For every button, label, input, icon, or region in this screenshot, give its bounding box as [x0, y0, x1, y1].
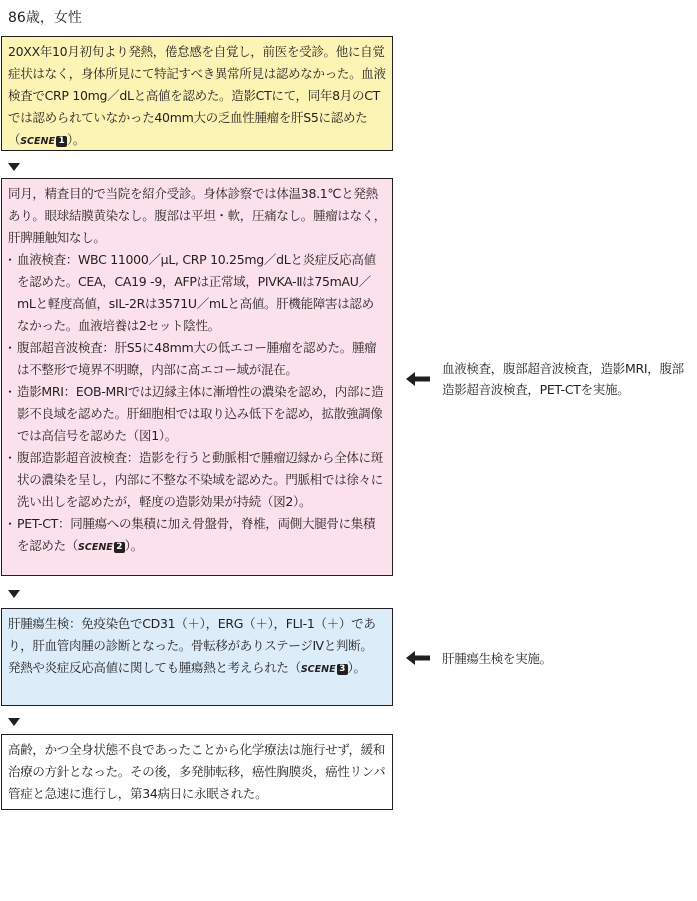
box-workup — [1, 178, 393, 576]
down-triangle-icon — [8, 718, 20, 726]
box-biopsy — [1, 608, 393, 706]
bullet-pet-ct-end: ）。 — [124, 538, 143, 553]
side-note-tests: 血液検査，腹部超音波検査，造影MRI，腹部造影超音波検査，PET-CTを実施。 — [442, 361, 684, 397]
box3-text: 肝腫瘍生検：免疫染色でCD31（＋），ERG（＋），FLI-1（＋）であり，肝血管肉腫の診断となった。骨転移がありステージⅣと判断。 発熱や炎症反応高値に関しても腫瘍熱と考えられた（ — [8, 616, 379, 675]
bullet-pet-ct-text: PET-CT：同腫瘍への集積に加え骨盤骨，脊椎，両側大腿骨に集積を認めた（ — [17, 516, 376, 553]
box-initial-presentation — [1, 36, 393, 151]
down-triangle-icon — [8, 163, 20, 171]
left-arrow-icon — [406, 651, 430, 665]
scene-1-badge: 1 — [56, 136, 67, 147]
down-triangle-icon — [8, 590, 20, 598]
bullet-contrast-ultrasound: ・ 腹部造影超音波検査：造影を行うと動脈相で腫瘤辺縁から全体に斑状の濃染を呈し，内部に不整な不染域を認めた。門脈相では徐々に洗い出しを認めたが，軽度の造影効果が持続（図2）。 — [8, 447, 386, 513]
box2-intro: 同月，精査目的で当院を紹介受診。身体診察では体温38.1℃と発熱あり。眼球結膜黄染なし。腹部は平坦・軟，圧痛なし。腫瘤はなく，肝脾腫触知なし。 — [8, 186, 386, 245]
scene-1-label: SCENE — [20, 136, 55, 147]
box1-end: ）。 — [66, 132, 86, 147]
box4-text: 高齢，かつ全身状態不良であったことから化学療法は施行せず，緩和治療の方針となった。その後，多発肺転移，癌性胸膜炎，癌性リンパ管症と急速に進行し，第34病日に永眠された。 — [8, 742, 386, 801]
bullet-mri: ・ 造影MRI：EOB-MRIでは辺縁主体に漸増性の濃染を認め，内部に造影不良域を認めた。肝細胞相では取り込み低下を認め，拡散強調像では高信号を認めた（図1）。 — [8, 381, 386, 447]
scene-3-badge: 3 — [337, 664, 348, 675]
patient-info: 86歳，女性 — [8, 10, 82, 26]
box3-end: ）。 — [347, 660, 366, 675]
scene-2-label: SCENE — [78, 542, 113, 553]
side-note-biopsy: 肝腫瘍生検を実施。 — [442, 651, 552, 666]
box-outcome — [1, 734, 393, 810]
bullet-blood-test: ・ 血液検査：WBC 11000／μL, CRP 10.25mg／dLと炎症反応高値を認めた。CEA，CA19 -9，AFPは正常域，PIVKA-Ⅱは75mAU／mLと軽度高値，sIL-2Rは3571U／mLと高値。肝機能障害は認めなかった。血液培養は2セット陰性。 — [8, 249, 386, 337]
left-arrow-icon — [406, 372, 430, 386]
bullet-ultrasound: ・ 腹部超音波検査：肝S5に48mm大の低エコー腫瘤を認めた。腫瘤は不整形で境界不明瞭，内部に高エコー域が混在。 — [8, 337, 386, 381]
box1-text: 20XX年10月初旬より発熱，倦怠感を自覚し，前医を受診。他に自覚症状はなく，身体所見にて特記すべき異常所見は認めなかった。血液検査でCRP 10mg／dLと高値を認めた。造影CTにて，同年8月のCTでは認められていなかった40mm大の乏血性腫瘤を肝S5に認めた（ — [8, 44, 386, 147]
scene-2-badge: 2 — [114, 542, 125, 553]
scene-3-label: SCENE — [300, 664, 336, 675]
bullet-pet-ct — [8, 513, 386, 559]
